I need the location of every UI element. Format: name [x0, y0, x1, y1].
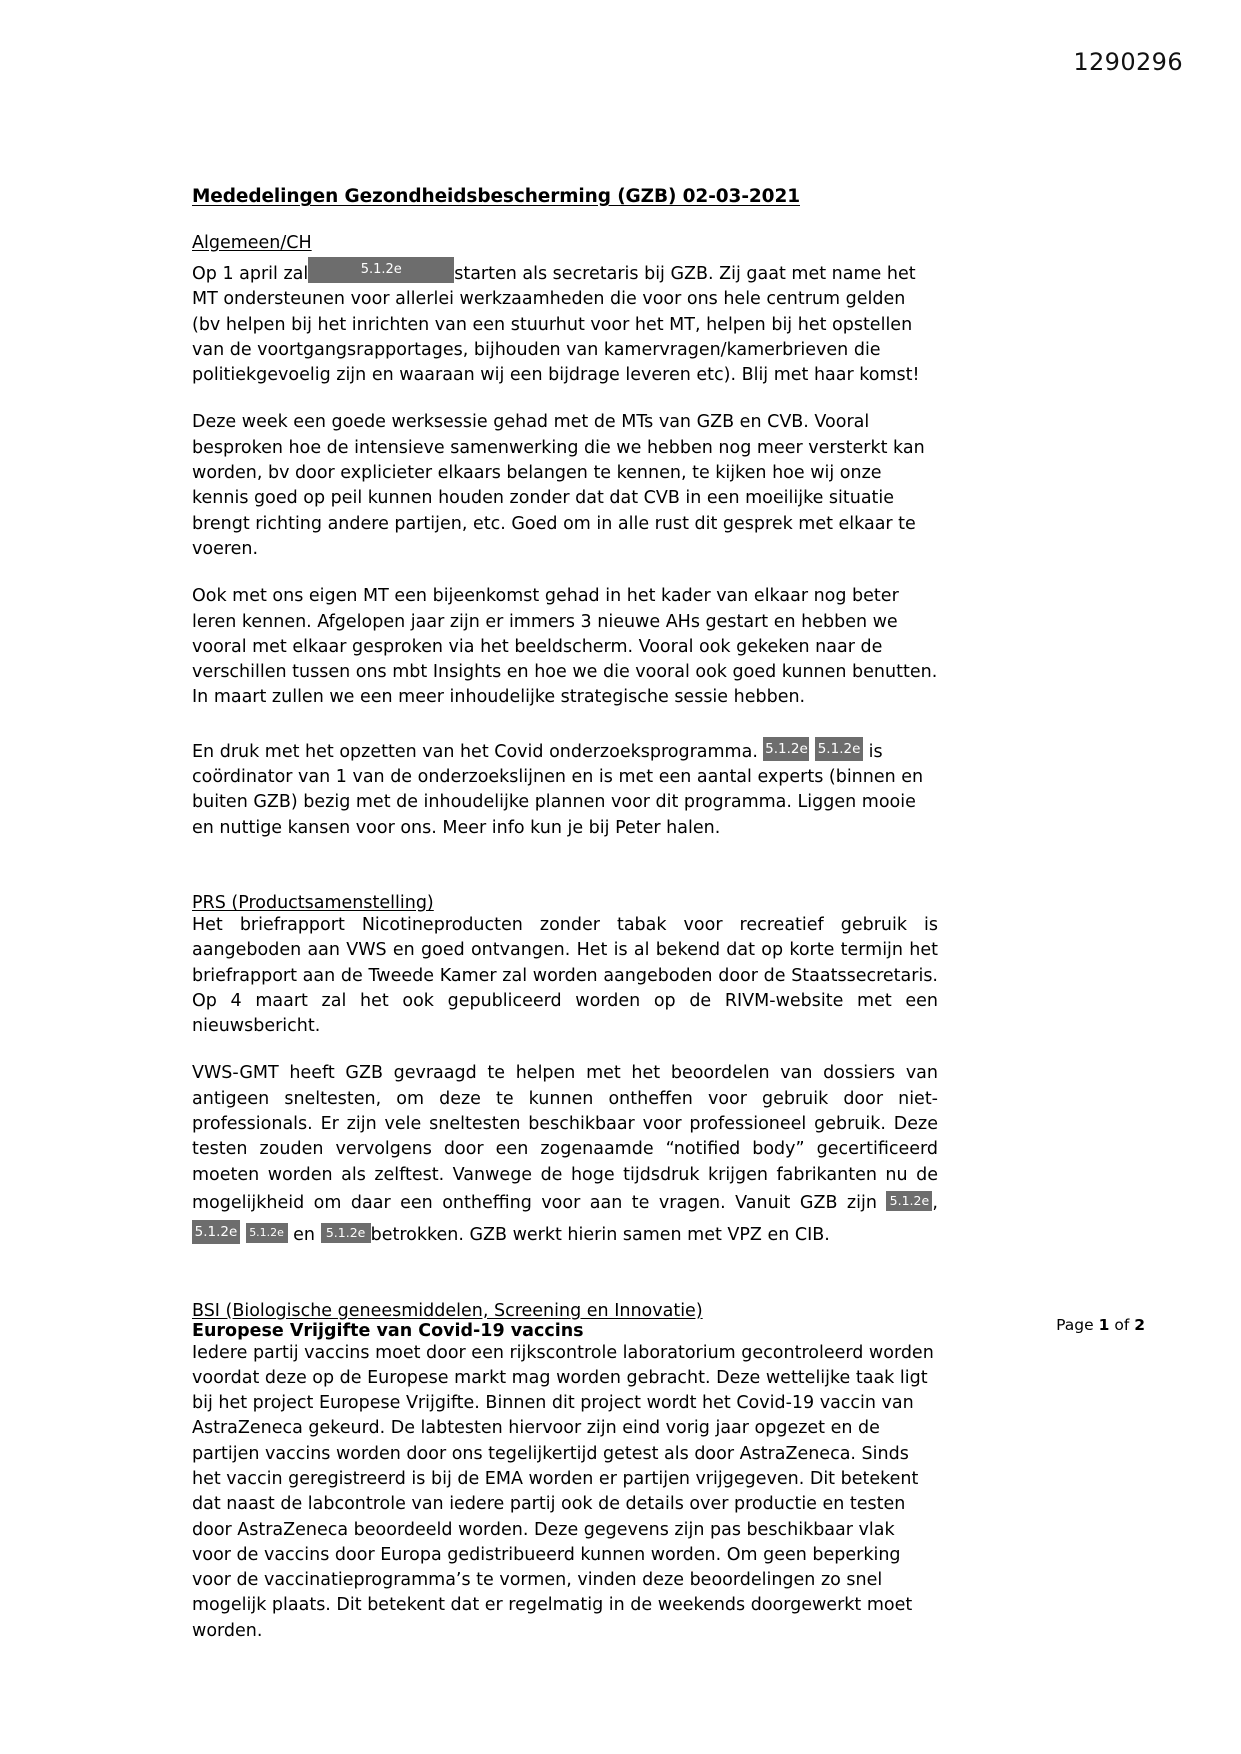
- section-heading-prs: PRS (Productsamenstelling): [192, 892, 434, 913]
- page-title: Mededelingen Gezondheidsbescherming (GZB) 02-03-2021: [192, 186, 800, 207]
- redaction-box: 5.1.2e: [815, 737, 863, 761]
- section-heading-algemeen: Algemeen/CH: [192, 233, 312, 253]
- document-number: 1290296: [1073, 48, 1183, 76]
- paragraph-text-before-redaction: En druk met het opzetten van het Covid onderzoeksprogramma.: [192, 741, 758, 762]
- paragraph-prs-1: Het briefrapport Nicotineproducten zonder tabak voor recreatief gebruik is aangeboden aan VWS en goed ontvangen. Het is al bekend dat op korte termijn het briefrapport aan de Tweede Kamer zal worden aangeboden door de Staatssecretaris. Op 4 maart zal het ook gepubliceerd worden op de RIVM-website met een nieuwsbericht.: [192, 914, 938, 1037]
- section-heading-bsi: BSI (Biologische geneesmiddelen, Screening en Innovatie): [192, 1300, 703, 1321]
- footer-total-pages: 2: [1134, 1316, 1145, 1334]
- paragraph-text-before-redaction: VWS-GMT heeft GZB gevraagd te helpen met het beoordelen van dossiers van antigeen sneltesten, om deze te kunnen ontheffen voor gebruik door niet-professionals. Er zijn vele sneltesten beschikbaar voor professioneel gebruik. Deze testen zouden vervolgens door een zogenaamde “notified body” gecertificeerd moeten worden als zelftest. Vanwege de hoge tijdsdruk krijgen fabrikanten nu de mogelijkheid om daar een ontheffing voor aan te vragen. Vanuit GZB zijn: [192, 1063, 938, 1213]
- redaction-box: 5.1.2e: [246, 1223, 288, 1243]
- paragraph-text-after-redaction: betrokken. GZB werkt hierin samen met VPZ en CIB.: [370, 1225, 830, 1246]
- redaction-box: 5.1.2e: [763, 737, 809, 761]
- page-footer: [1056, 1316, 1145, 1334]
- paragraph-algemeen-4: [192, 733, 938, 841]
- paragraph-bsi-1: Iedere partij vaccins moet door een rijkscontrole laboratorium gecontroleerd worden voordat deze op de Europese markt mag worden gebracht. Deze wettelijke taak ligt bij het project Europese Vrijgifte. Binnen dit project wordt het Covid-19 vaccin van AstraZeneca gekeurd. De labtesten hiervoor zijn eind vorig jaar opgezet en de partijen vaccins worden door ons tegelijkertijd getest als door AstraZeneca. Sinds het vaccin geregistreerd is bij de EMA worden er partijen vrijgegeven. Dit betekent dat naast de labcontrole van iedere partij ook de details over productie en testen door AstraZeneca beoordeeld worden. Deze gegevens zijn pas beschikbaar vlak voor de vaccins door Europa gedistribueerd kunnen worden. Om geen beperking voor de vaccinatieprogramma’s te vormen, vinden deze beoordelingen zo snel mogelijk plaats. Dit betekent dat er regelmatig in de weekends doorgewerkt moet worden.: [192, 1342, 934, 1641]
- redaction-separator: ,: [932, 1192, 938, 1213]
- footer-middle: of: [1109, 1316, 1135, 1334]
- paragraph-text-after-redaction: starten als secretaris bij GZB. Zij gaat met name het MT ondersteunen voor allerlei werkzaamheden die voor ons hele centrum gelden (bv helpen bij het inrichten van een stuurhut voor het MT, helpen bij het opstellen van de voortgangsrapportages, bijhouden van kamervragen/kamerbrieven die politiekgevoelig zijn en waaraan wij een bijdrage leveren etc). Blij met haar komst!: [192, 264, 920, 386]
- paragraph-text-after-redaction: is coördinator van 1 van de onderzoekslijnen en is met een aantal experts (binnen en buiten GZB) bezig met de inhoudelijke plannen voor dit programma. Liggen mooie en nuttige kansen voor ons. Meer info kun je bij Peter halen.: [192, 741, 924, 838]
- document-body: [192, 186, 938, 1666]
- paragraph-text-before-redaction: Op 1 april zal: [192, 264, 309, 284]
- paragraph-prs-2: [192, 1061, 938, 1248]
- redaction-box: 5.1.2e: [321, 1223, 371, 1243]
- redaction-box: 5.1.2e: [192, 1220, 240, 1244]
- paragraph-algemeen-1: [192, 253, 938, 388]
- paragraph-algemeen-2: Deze week een goede werksessie gehad met de MTs van GZB en CVB. Vooral besproken hoe de intensieve samenwerking die we hebben nog meer versterkt kan worden, bv door explicieter elkaars belangen te kennen, te kijken hoe wij onze kennis goed op peil kunnen houden zonder dat dat CVB in een moeilijke situatie brengt richting andere partijen, etc. Goed om in alle rust dit gesprek met elkaar te voeren.: [192, 412, 925, 559]
- section-subheading-bsi: Europese Vrijgifte van Covid-19 vaccins: [192, 1320, 584, 1341]
- paragraph-algemeen-3: Ook met ons eigen MT een bijeenkomst gehad in het kader van elkaar nog beter leren kennen. Afgelopen jaar zijn er immers 3 nieuwe AHs gestart en hebben we vooral met elkaar gesproken via het beeldscherm. Vooral ook gekeken naar de verschillen tussen ons mbt Insights en hoe we die vooral ook goed kunnen benutten. In maart zullen we een meer inhoudelijke strategische sessie hebben.: [192, 586, 938, 708]
- redaction-box: 5.1.2e: [308, 257, 454, 283]
- redaction-conjunction: en: [293, 1225, 316, 1246]
- footer-prefix: Page: [1056, 1316, 1099, 1334]
- footer-current-page: 1: [1098, 1316, 1110, 1334]
- redaction-box: 5.1.2e: [886, 1191, 932, 1211]
